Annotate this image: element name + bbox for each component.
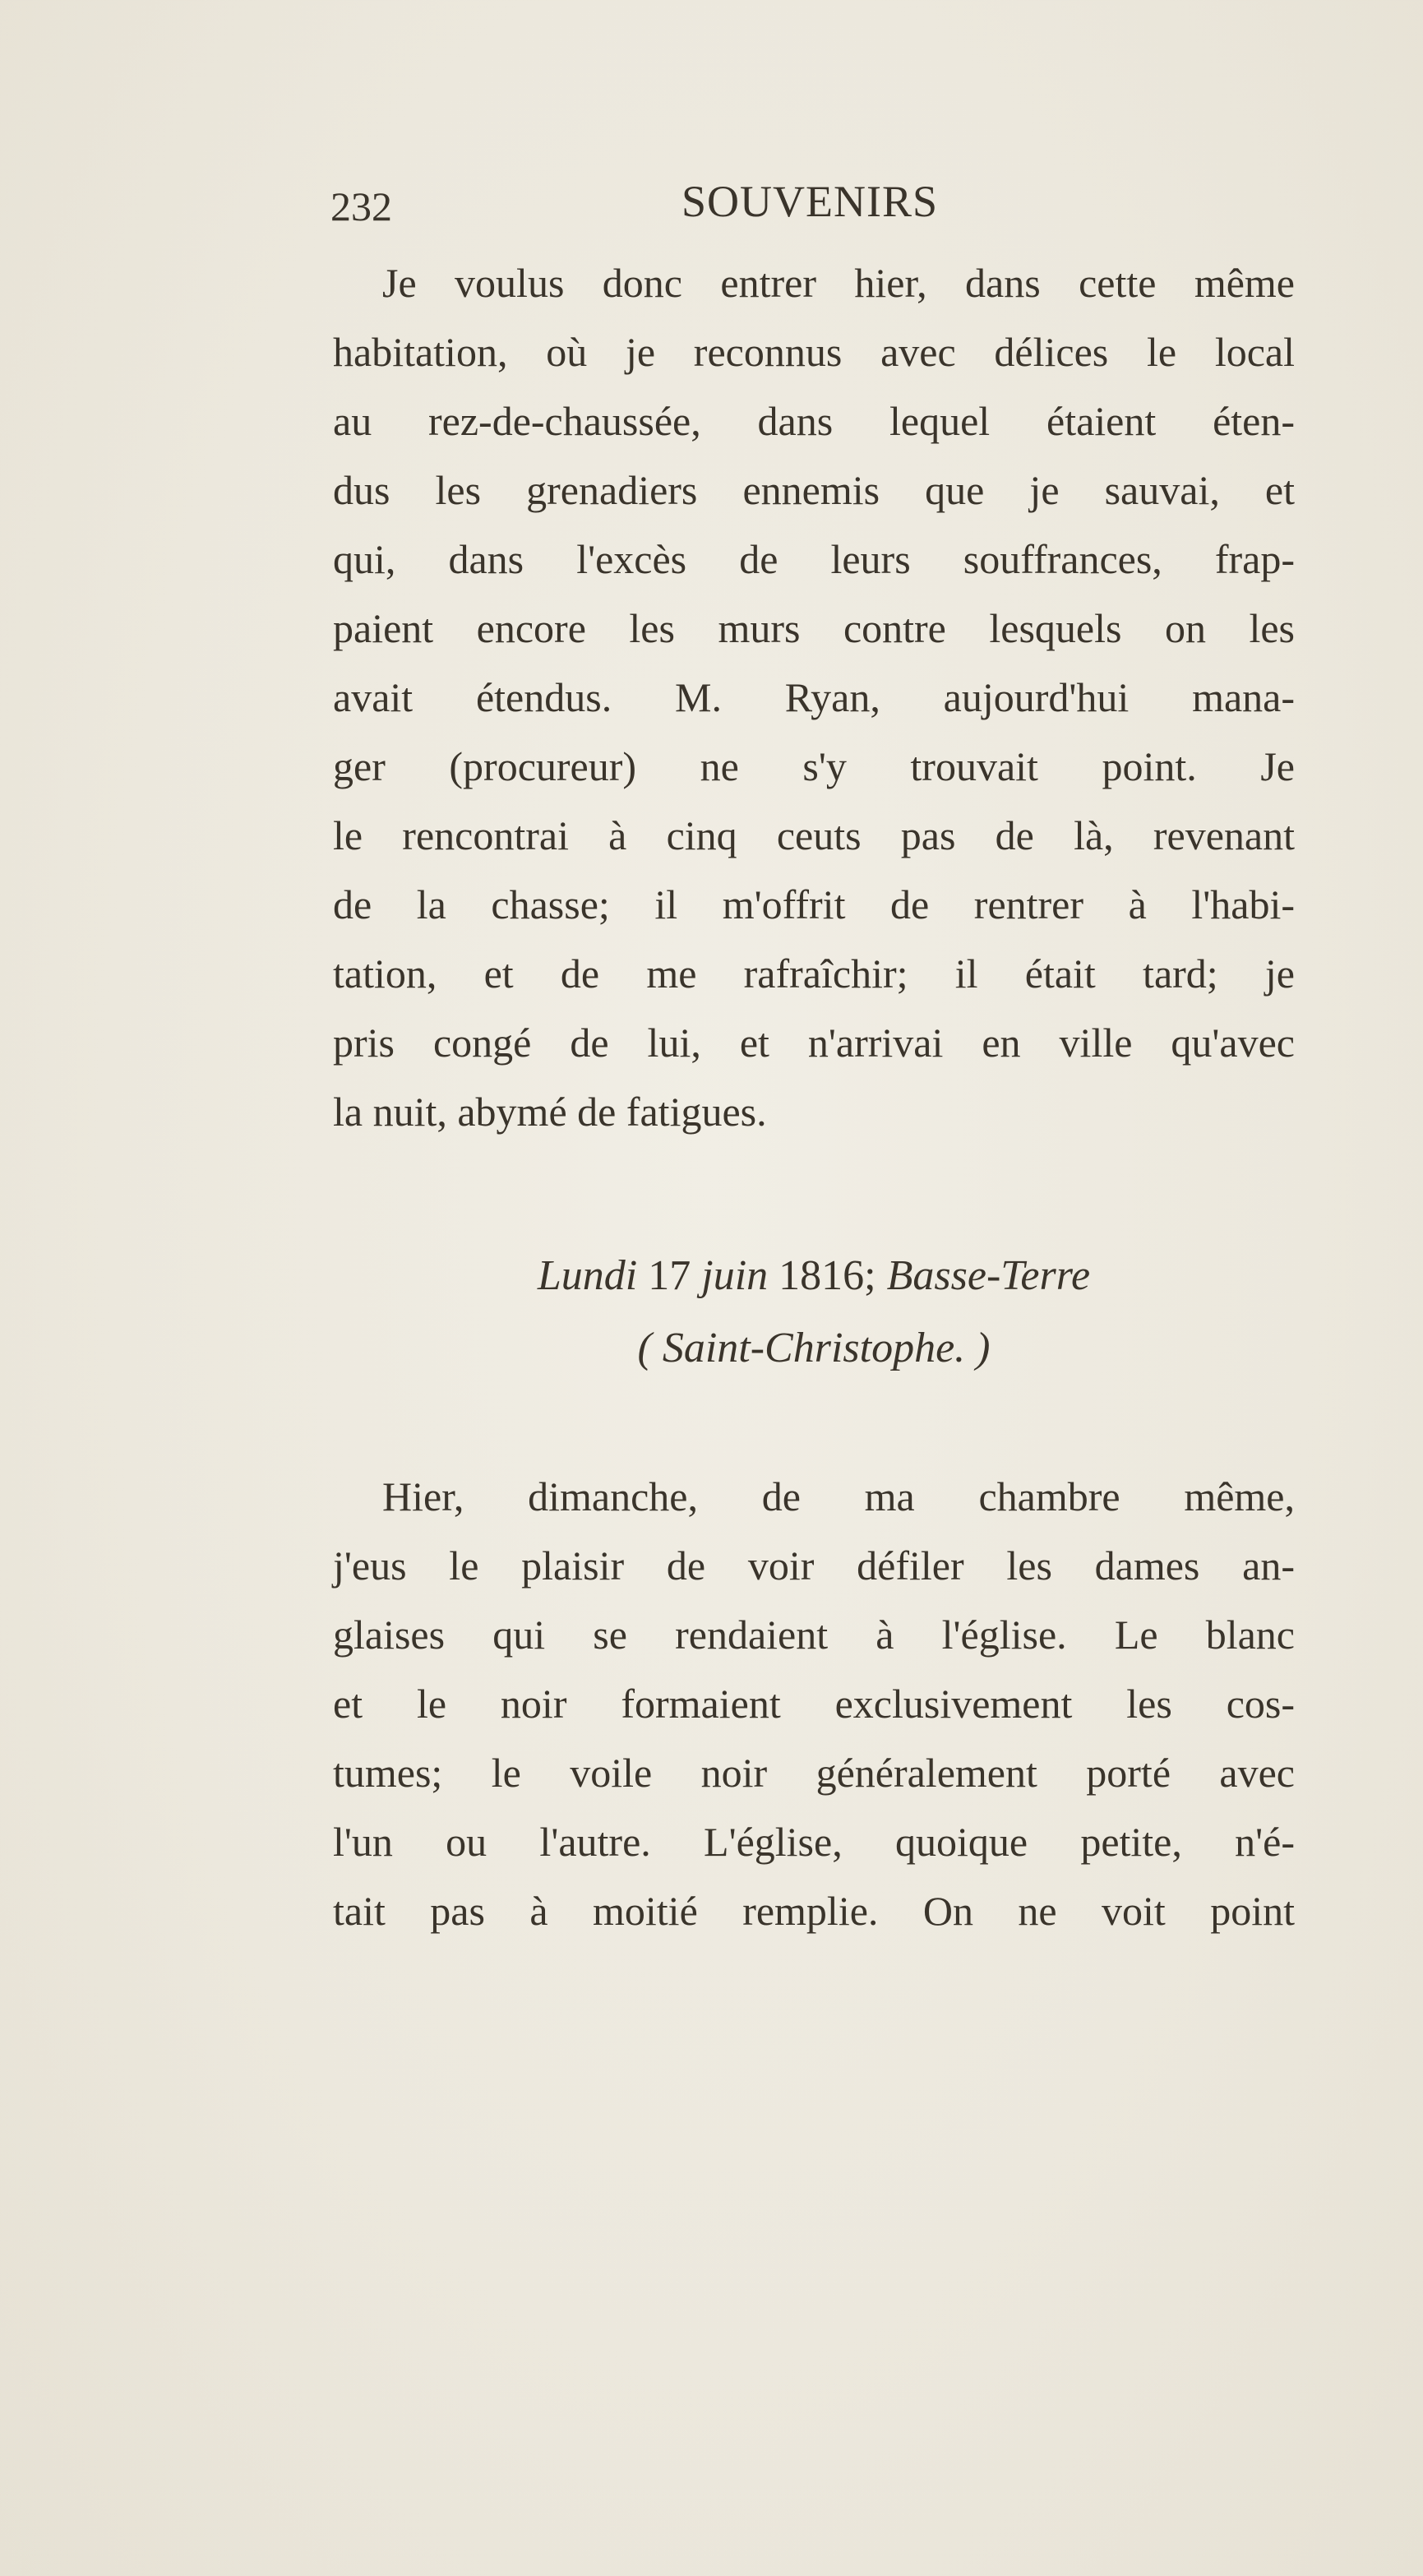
- paragraph-2: [333, 1462, 1295, 1945]
- dateline-year: 1816;: [778, 1252, 876, 1299]
- text-line: de la chasse; il m'offrit de rentrer à l'habi-: [333, 881, 1295, 927]
- text-line: la nuit, abymé de fatigues.: [333, 1089, 767, 1135]
- page-number: 232: [330, 183, 392, 229]
- text-line: habitation, où je reconnus avec délices le local: [333, 329, 1295, 375]
- text-line: avait étendus. M. Ryan, aujourd'hui mana-: [333, 674, 1295, 720]
- text-line: glaises qui se rendaient à l'église. Le blanc: [333, 1612, 1295, 1658]
- dateline: [333, 1240, 1295, 1312]
- text-line: qui, dans l'excès de leurs souffrances, frap-: [333, 536, 1295, 582]
- text-line: au rez-de-chaussée, dans lequel étaient éten-: [333, 398, 1295, 444]
- paragraph-1: [333, 248, 1295, 1146]
- text-line: et le noir formaient exclusivement les cos-: [333, 1681, 1295, 1727]
- text-line: tation, et de me rafraîchir; il était tard; je: [333, 950, 1295, 997]
- text-line: j'eus le plaisir de voir défiler les dames an-: [333, 1542, 1295, 1589]
- dateline-day: Lundi: [537, 1252, 638, 1299]
- dateline-island: [333, 1312, 1295, 1385]
- dateline-place: Basse-Terre: [886, 1252, 1091, 1299]
- text-line: ger (procureur) ne s'y trouvait point. Je: [333, 743, 1295, 789]
- text-line: l'un ou l'autre. L'église, quoique petite, n'é-: [333, 1819, 1295, 1865]
- text-line: paient encore les murs contre lesquels on les: [333, 605, 1295, 651]
- text-line: Je voulus donc entrer hier, dans cette même: [382, 260, 1295, 306]
- text-line: le rencontrai à cinq ceuts pas de là, revenant: [333, 812, 1295, 858]
- dateline-month: juin: [701, 1252, 769, 1299]
- running-title: SOUVENIRS: [681, 177, 939, 226]
- text-line: tumes; le voile noir généralement porté avec: [333, 1750, 1295, 1796]
- text-line: Hier, dimanche, de ma chambre même,: [382, 1473, 1295, 1519]
- text-line: tait pas à moitié remplie. On ne voit point: [333, 1888, 1295, 1934]
- dateline-island-text: ( Saint-Christophe. ): [637, 1325, 991, 1371]
- dateline-num: 17: [648, 1252, 691, 1299]
- text-line: dus les grenadiers ennemis que je sauvai, et: [333, 467, 1295, 513]
- text-line: pris congé de lui, et n'arrivai en ville qu'avec: [333, 1020, 1295, 1066]
